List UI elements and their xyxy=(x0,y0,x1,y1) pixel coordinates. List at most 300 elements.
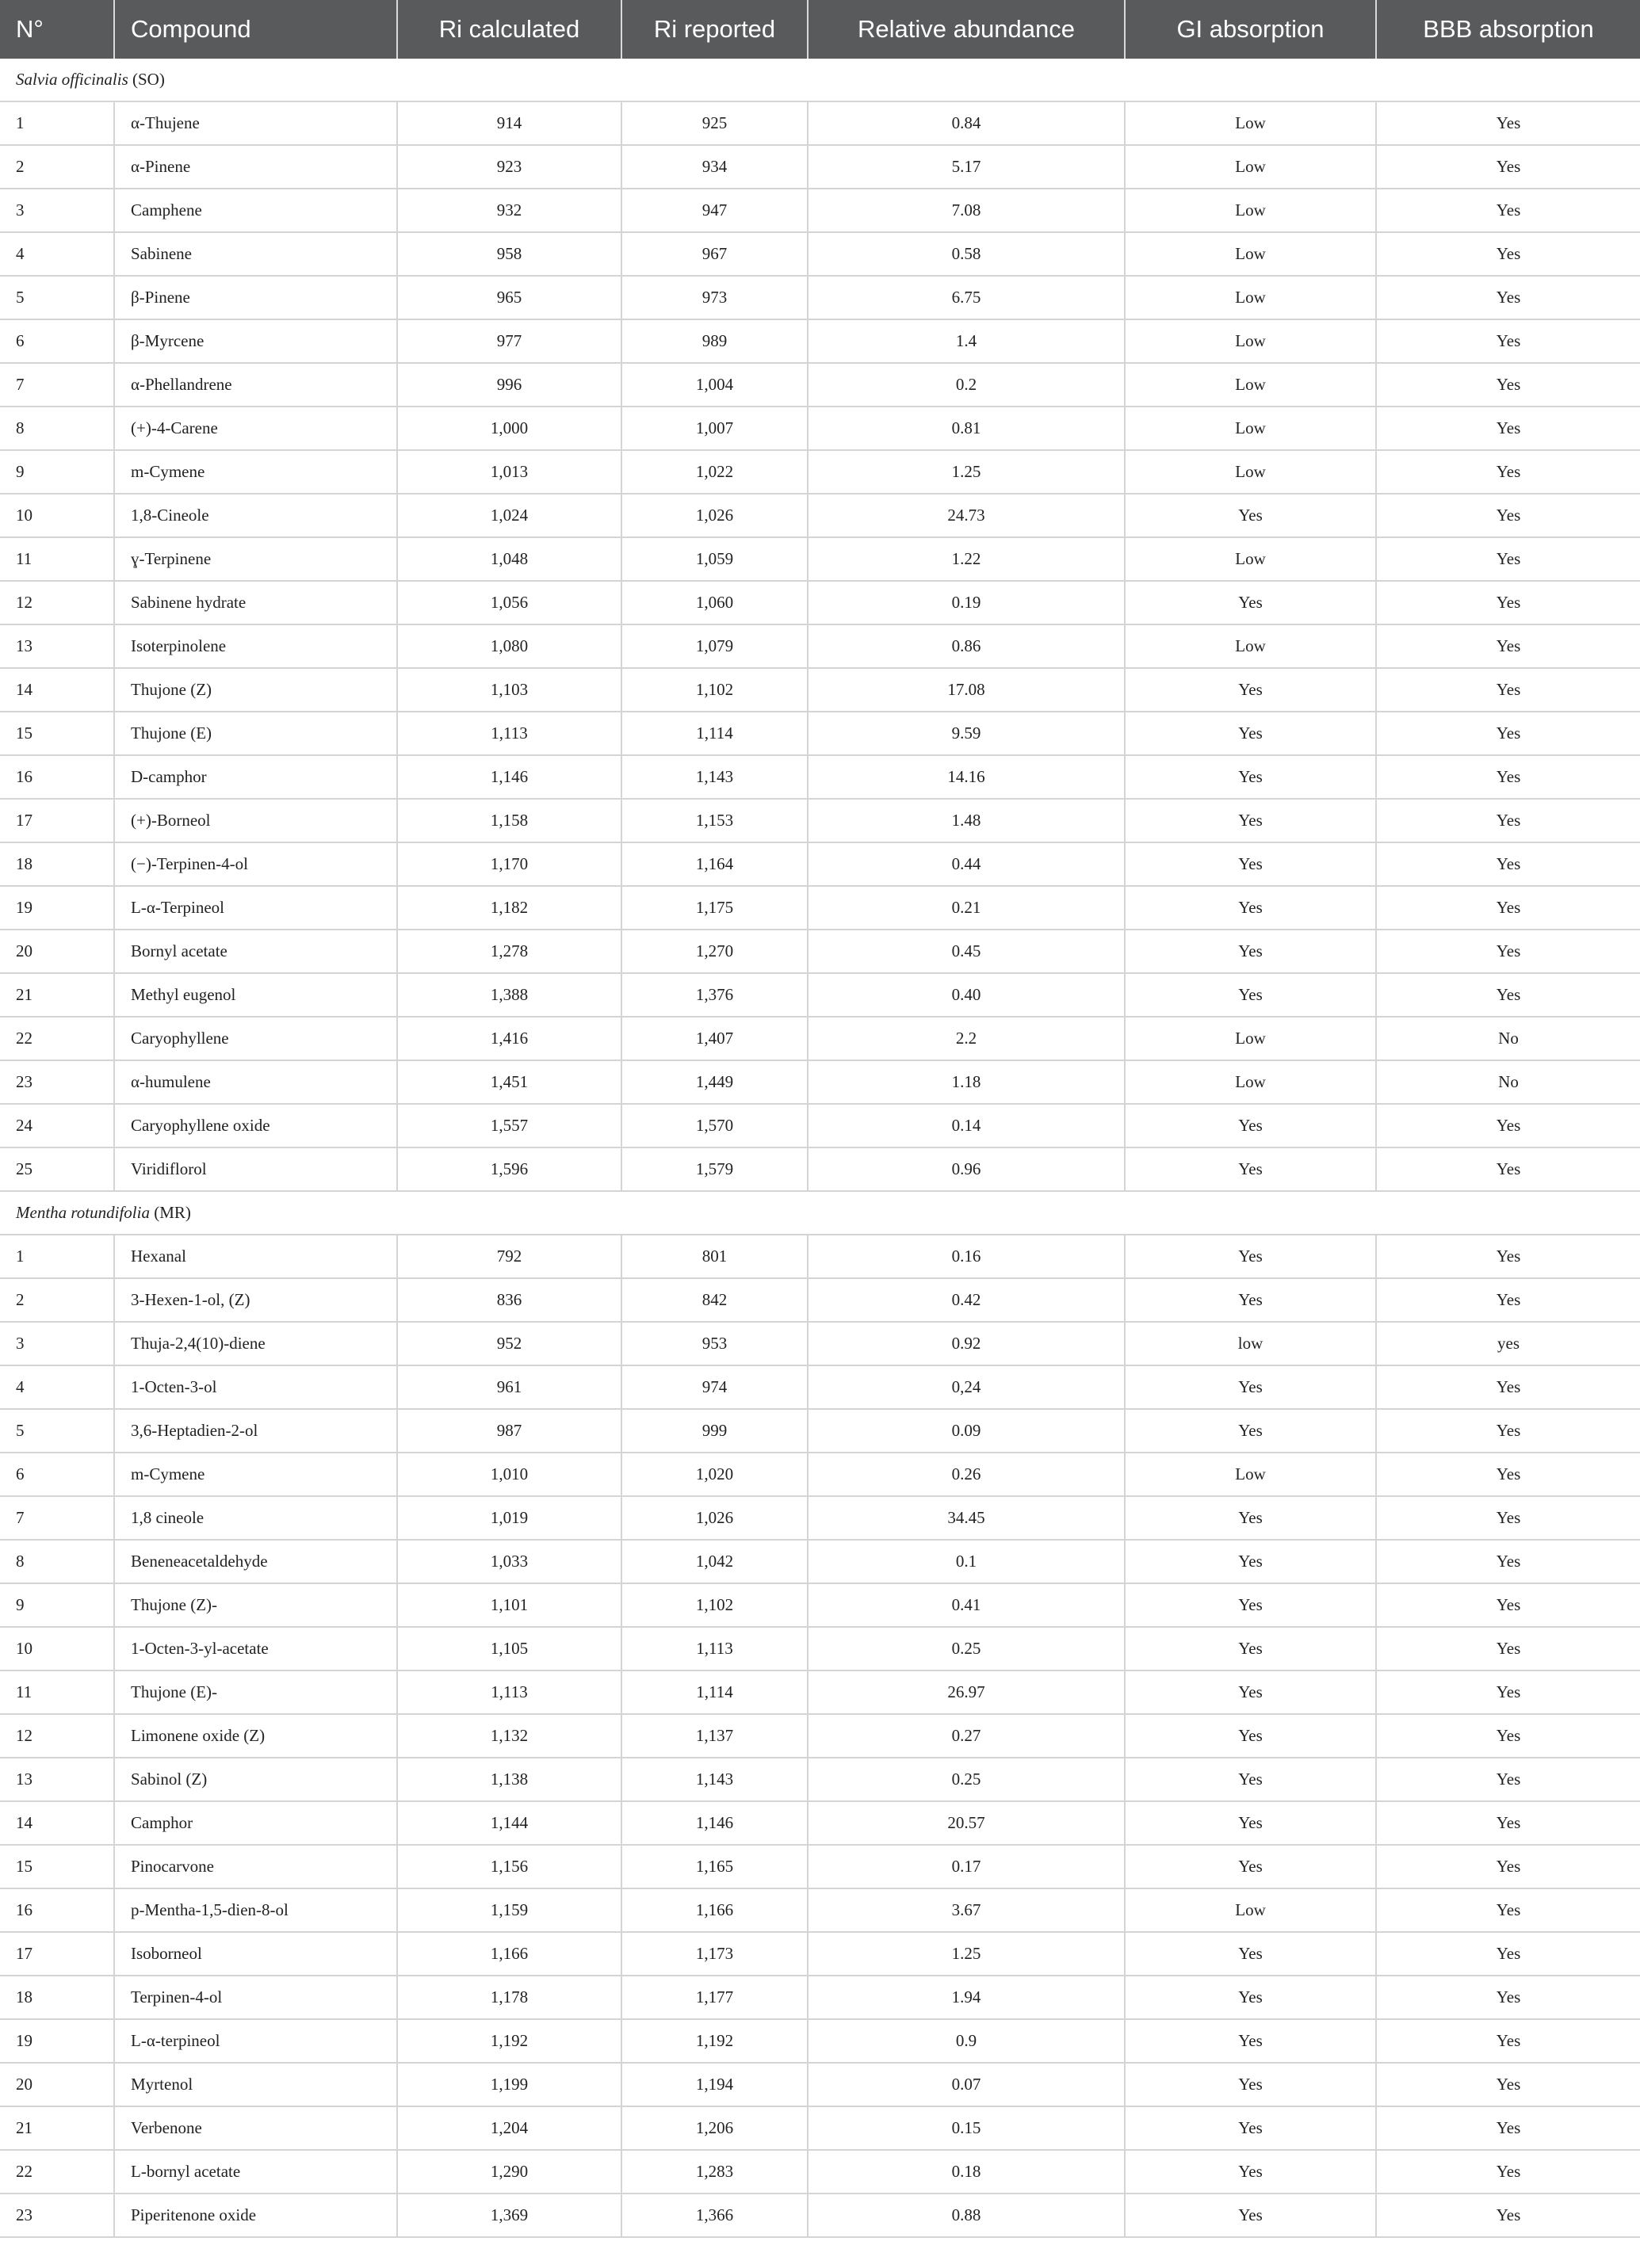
cell-relative-abundance: 0.26 xyxy=(808,1453,1125,1496)
cell-number: 14 xyxy=(0,668,114,712)
table-row xyxy=(0,973,1640,1017)
cell-relative-abundance: 5.17 xyxy=(808,145,1125,189)
cell-relative-abundance: 0.09 xyxy=(808,1409,1125,1453)
cell-gi-absorption: Low xyxy=(1125,537,1376,581)
cell-ri-calculated: 1,013 xyxy=(397,450,621,494)
cell-gi-absorption: Yes xyxy=(1125,1540,1376,1583)
cell-number: 18 xyxy=(0,842,114,886)
cell-ri-calculated: 1,290 xyxy=(397,2150,621,2194)
cell-ri-calculated: 1,024 xyxy=(397,494,621,537)
cell-bbb-absorption: Yes xyxy=(1376,494,1640,537)
cell-ri-reported: 1,164 xyxy=(621,842,808,886)
cell-ri-calculated: 958 xyxy=(397,232,621,276)
cell-ri-calculated: 792 xyxy=(397,1235,621,1278)
cell-compound: Sabinol (Z) xyxy=(114,1758,397,1801)
cell-ri-reported: 1,449 xyxy=(621,1060,808,1104)
cell-number: 6 xyxy=(0,319,114,363)
cell-bbb-absorption: Yes xyxy=(1376,1453,1640,1496)
cell-ri-calculated: 1,101 xyxy=(397,1583,621,1627)
cell-number: 18 xyxy=(0,1976,114,2019)
cell-bbb-absorption: Yes xyxy=(1376,450,1640,494)
table-row xyxy=(0,1409,1640,1453)
cell-number: 13 xyxy=(0,624,114,668)
cell-bbb-absorption: Yes xyxy=(1376,2194,1640,2237)
cell-relative-abundance: 0.96 xyxy=(808,1147,1125,1191)
table-row xyxy=(0,319,1640,363)
cell-relative-abundance: 0.58 xyxy=(808,232,1125,276)
cell-gi-absorption: Low xyxy=(1125,101,1376,145)
cell-relative-abundance: 0.1 xyxy=(808,1540,1125,1583)
cell-number: 9 xyxy=(0,450,114,494)
cell-bbb-absorption: Yes xyxy=(1376,1888,1640,1932)
cell-bbb-absorption: Yes xyxy=(1376,1409,1640,1453)
cell-gi-absorption: Yes xyxy=(1125,2150,1376,2194)
cell-gi-absorption: Yes xyxy=(1125,712,1376,755)
cell-bbb-absorption: Yes xyxy=(1376,1801,1640,1845)
cell-number: 10 xyxy=(0,1627,114,1670)
cell-relative-abundance: 0.86 xyxy=(808,624,1125,668)
cell-ri-reported: 1,366 xyxy=(621,2194,808,2237)
cell-ri-reported: 1,175 xyxy=(621,886,808,930)
cell-relative-abundance: 7.08 xyxy=(808,189,1125,232)
table-row xyxy=(0,145,1640,189)
table-row xyxy=(0,1801,1640,1845)
cell-gi-absorption: Yes xyxy=(1125,494,1376,537)
cell-relative-abundance: 3.67 xyxy=(808,1888,1125,1932)
cell-number: 1 xyxy=(0,1235,114,1278)
cell-number: 2 xyxy=(0,145,114,189)
cell-ri-reported: 1,194 xyxy=(621,2063,808,2106)
cell-ri-reported: 974 xyxy=(621,1365,808,1409)
header-ri-calculated: Ri calculated xyxy=(397,0,621,59)
cell-bbb-absorption: Yes xyxy=(1376,537,1640,581)
cell-number: 5 xyxy=(0,1409,114,1453)
cell-number: 24 xyxy=(0,1104,114,1147)
cell-ri-reported: 967 xyxy=(621,232,808,276)
cell-relative-abundance: 0.17 xyxy=(808,1845,1125,1888)
cell-number: 22 xyxy=(0,2150,114,2194)
cell-number: 23 xyxy=(0,1060,114,1104)
cell-relative-abundance: 1.25 xyxy=(808,450,1125,494)
table-row xyxy=(0,1235,1640,1278)
section-header-row xyxy=(0,59,1640,101)
cell-ri-calculated: 1,132 xyxy=(397,1714,621,1758)
cell-compound: 1-Octen-3-yl-acetate xyxy=(114,1627,397,1670)
cell-ri-reported: 1,114 xyxy=(621,712,808,755)
cell-bbb-absorption: Yes xyxy=(1376,624,1640,668)
cell-ri-reported: 1,165 xyxy=(621,1845,808,1888)
cell-number: 15 xyxy=(0,712,114,755)
cell-bbb-absorption: Yes xyxy=(1376,1365,1640,1409)
cell-ri-calculated: 1,278 xyxy=(397,930,621,973)
cell-number: 19 xyxy=(0,2019,114,2063)
cell-gi-absorption: Low xyxy=(1125,1060,1376,1104)
cell-ri-reported: 1,026 xyxy=(621,1496,808,1540)
cell-ri-reported: 1,270 xyxy=(621,930,808,973)
cell-gi-absorption: Yes xyxy=(1125,755,1376,799)
cell-number: 11 xyxy=(0,1670,114,1714)
cell-compound: 1,8 cineole xyxy=(114,1496,397,1540)
cell-compound: Myrtenol xyxy=(114,2063,397,2106)
table-header xyxy=(0,0,1640,59)
cell-ri-calculated: 1,388 xyxy=(397,973,621,1017)
cell-ri-calculated: 1,369 xyxy=(397,2194,621,2237)
cell-number: 13 xyxy=(0,1758,114,1801)
cell-relative-abundance: 0.15 xyxy=(808,2106,1125,2150)
cell-compound: (+)-Borneol xyxy=(114,799,397,842)
table-row xyxy=(0,494,1640,537)
cell-compound: L-α-terpineol xyxy=(114,2019,397,2063)
cell-ri-reported: 947 xyxy=(621,189,808,232)
cell-gi-absorption: Low xyxy=(1125,276,1376,319)
cell-bbb-absorption: Yes xyxy=(1376,2150,1640,2194)
cell-ri-calculated: 1,204 xyxy=(397,2106,621,2150)
table-row xyxy=(0,1104,1640,1147)
cell-ri-reported: 999 xyxy=(621,1409,808,1453)
cell-bbb-absorption: Yes xyxy=(1376,1147,1640,1191)
table-row xyxy=(0,1583,1640,1627)
table-row xyxy=(0,1453,1640,1496)
cell-ri-reported: 1,059 xyxy=(621,537,808,581)
cell-gi-absorption: Low xyxy=(1125,407,1376,450)
cell-gi-absorption: Yes xyxy=(1125,1235,1376,1278)
header-compound: Compound xyxy=(114,0,397,59)
cell-relative-abundance: 0.88 xyxy=(808,2194,1125,2237)
cell-number: 22 xyxy=(0,1017,114,1060)
cell-gi-absorption: Low xyxy=(1125,1453,1376,1496)
cell-relative-abundance: 0.9 xyxy=(808,2019,1125,2063)
table-row xyxy=(0,1845,1640,1888)
cell-relative-abundance: 0.14 xyxy=(808,1104,1125,1147)
cell-ri-calculated: 1,156 xyxy=(397,1845,621,1888)
cell-bbb-absorption: Yes xyxy=(1376,755,1640,799)
cell-number: 4 xyxy=(0,232,114,276)
cell-bbb-absorption: Yes xyxy=(1376,1235,1640,1278)
cell-ri-calculated: 1,182 xyxy=(397,886,621,930)
cell-bbb-absorption: Yes xyxy=(1376,363,1640,407)
cell-compound: Hexanal xyxy=(114,1235,397,1278)
cell-compound: α-Phellandrene xyxy=(114,363,397,407)
cell-ri-reported: 1,113 xyxy=(621,1627,808,1670)
cell-ri-calculated: 1,416 xyxy=(397,1017,621,1060)
cell-ri-calculated: 1,113 xyxy=(397,1670,621,1714)
cell-ri-reported: 1,166 xyxy=(621,1888,808,1932)
cell-gi-absorption: Low xyxy=(1125,1888,1376,1932)
cell-gi-absorption: Yes xyxy=(1125,1801,1376,1845)
cell-relative-abundance: 24.73 xyxy=(808,494,1125,537)
cell-compound: Pinocarvone xyxy=(114,1845,397,1888)
cell-number: 21 xyxy=(0,2106,114,2150)
cell-bbb-absorption: Yes xyxy=(1376,145,1640,189)
cell-bbb-absorption: Yes xyxy=(1376,1104,1640,1147)
table-row xyxy=(0,363,1640,407)
cell-ri-calculated: 1,000 xyxy=(397,407,621,450)
cell-ri-calculated: 996 xyxy=(397,363,621,407)
table-row xyxy=(0,1758,1640,1801)
table-row xyxy=(0,581,1640,624)
cell-ri-reported: 1,079 xyxy=(621,624,808,668)
cell-relative-abundance: 0.42 xyxy=(808,1278,1125,1322)
section-abbreviation: (MR) xyxy=(149,1203,191,1222)
cell-ri-reported: 1,376 xyxy=(621,973,808,1017)
section-species-name: Mentha rotundifolia xyxy=(16,1203,150,1222)
header-row xyxy=(0,0,1640,59)
cell-relative-abundance: 0.2 xyxy=(808,363,1125,407)
table-row xyxy=(0,276,1640,319)
cell-gi-absorption: Yes xyxy=(1125,1104,1376,1147)
header-ri-reported: Ri reported xyxy=(621,0,808,59)
cell-gi-absorption: Low xyxy=(1125,189,1376,232)
cell-ri-reported: 1,007 xyxy=(621,407,808,450)
cell-ri-calculated: 1,178 xyxy=(397,1976,621,2019)
cell-relative-abundance: 1.48 xyxy=(808,799,1125,842)
cell-relative-abundance: 20.57 xyxy=(808,1801,1125,1845)
cell-gi-absorption: Yes xyxy=(1125,1365,1376,1409)
cell-number: 15 xyxy=(0,1845,114,1888)
cell-compound: 3,6-Heptadien-2-ol xyxy=(114,1409,397,1453)
cell-compound: 1,8-Cineole xyxy=(114,494,397,537)
cell-relative-abundance: 0.19 xyxy=(808,581,1125,624)
cell-bbb-absorption: Yes xyxy=(1376,1627,1640,1670)
cell-gi-absorption: Yes xyxy=(1125,2194,1376,2237)
cell-ri-reported: 934 xyxy=(621,145,808,189)
cell-relative-abundance: 0.27 xyxy=(808,1714,1125,1758)
cell-gi-absorption: Yes xyxy=(1125,1278,1376,1322)
table-row xyxy=(0,101,1640,145)
cell-compound: Sabinene hydrate xyxy=(114,581,397,624)
cell-gi-absorption: Yes xyxy=(1125,1976,1376,2019)
cell-compound: Thuja-2,4(10)-diene xyxy=(114,1322,397,1365)
cell-ri-reported: 925 xyxy=(621,101,808,145)
cell-bbb-absorption: Yes xyxy=(1376,886,1640,930)
cell-relative-abundance: 0.84 xyxy=(808,101,1125,145)
cell-number: 16 xyxy=(0,755,114,799)
cell-bbb-absorption: Yes xyxy=(1376,1714,1640,1758)
cell-compound: m-Cymene xyxy=(114,450,397,494)
table-row xyxy=(0,668,1640,712)
cell-ri-calculated: 1,019 xyxy=(397,1496,621,1540)
cell-bbb-absorption: Yes xyxy=(1376,668,1640,712)
cell-bbb-absorption: Yes xyxy=(1376,276,1640,319)
cell-relative-abundance: 0.25 xyxy=(808,1758,1125,1801)
cell-bbb-absorption: Yes xyxy=(1376,407,1640,450)
cell-ri-reported: 1,102 xyxy=(621,1583,808,1627)
section-abbreviation: (SO) xyxy=(128,70,165,89)
cell-gi-absorption: Yes xyxy=(1125,1670,1376,1714)
section-title xyxy=(0,59,1640,101)
cell-relative-abundance: 0.21 xyxy=(808,886,1125,930)
cell-ri-calculated: 961 xyxy=(397,1365,621,1409)
cell-bbb-absorption: Yes xyxy=(1376,1583,1640,1627)
cell-relative-abundance: 0.07 xyxy=(808,2063,1125,2106)
cell-compound: Caryophyllene xyxy=(114,1017,397,1060)
cell-gi-absorption: Yes xyxy=(1125,2106,1376,2150)
header-relative-abundance: Relative abundance xyxy=(808,0,1125,59)
cell-ri-reported: 989 xyxy=(621,319,808,363)
table-row xyxy=(0,1278,1640,1322)
cell-ri-reported: 1,020 xyxy=(621,1453,808,1496)
table-row xyxy=(0,1365,1640,1409)
cell-ri-calculated: 1,451 xyxy=(397,1060,621,1104)
cell-compound: α-humulene xyxy=(114,1060,397,1104)
cell-relative-abundance: 0,24 xyxy=(808,1365,1125,1409)
cell-ri-calculated: 1,170 xyxy=(397,842,621,886)
table-row xyxy=(0,1976,1640,2019)
cell-number: 14 xyxy=(0,1801,114,1845)
cell-bbb-absorption: Yes xyxy=(1376,973,1640,1017)
cell-compound: Isoterpinolene xyxy=(114,624,397,668)
cell-ri-reported: 1,173 xyxy=(621,1932,808,1976)
cell-ri-reported: 1,283 xyxy=(621,2150,808,2194)
cell-relative-abundance: 0.92 xyxy=(808,1322,1125,1365)
table-row xyxy=(0,799,1640,842)
table-row xyxy=(0,1932,1640,1976)
cell-ri-reported: 1,026 xyxy=(621,494,808,537)
cell-number: 12 xyxy=(0,581,114,624)
cell-gi-absorption: Yes xyxy=(1125,1714,1376,1758)
cell-ri-reported: 1,102 xyxy=(621,668,808,712)
cell-compound: Caryophyllene oxide xyxy=(114,1104,397,1147)
cell-relative-abundance: 1.94 xyxy=(808,1976,1125,2019)
cell-ri-reported: 953 xyxy=(621,1322,808,1365)
cell-relative-abundance: 34.45 xyxy=(808,1496,1125,1540)
cell-gi-absorption: Yes xyxy=(1125,1758,1376,1801)
cell-bbb-absorption: Yes xyxy=(1376,2019,1640,2063)
cell-ri-calculated: 1,105 xyxy=(397,1627,621,1670)
cell-ri-reported: 1,579 xyxy=(621,1147,808,1191)
cell-relative-abundance: 6.75 xyxy=(808,276,1125,319)
cell-bbb-absorption: Yes xyxy=(1376,2106,1640,2150)
table-row xyxy=(0,2150,1640,2194)
cell-ri-calculated: 1,166 xyxy=(397,1932,621,1976)
cell-compound: ɣ-Terpinene xyxy=(114,537,397,581)
cell-compound: β-Pinene xyxy=(114,276,397,319)
header-gi-absorption: GI absorption xyxy=(1125,0,1376,59)
cell-compound: β-Myrcene xyxy=(114,319,397,363)
cell-gi-absorption: Yes xyxy=(1125,668,1376,712)
cell-gi-absorption: Low xyxy=(1125,1017,1376,1060)
table-row xyxy=(0,2019,1640,2063)
cell-ri-calculated: 1,113 xyxy=(397,712,621,755)
cell-gi-absorption: Yes xyxy=(1125,1845,1376,1888)
cell-number: 20 xyxy=(0,930,114,973)
cell-compound: Thujone (Z) xyxy=(114,668,397,712)
cell-ri-reported: 1,177 xyxy=(621,1976,808,2019)
table-row xyxy=(0,537,1640,581)
cell-number: 3 xyxy=(0,1322,114,1365)
cell-ri-calculated: 836 xyxy=(397,1278,621,1322)
cell-relative-abundance: 0.44 xyxy=(808,842,1125,886)
cell-compound: (+)-4-Carene xyxy=(114,407,397,450)
cell-bbb-absorption: Yes xyxy=(1376,799,1640,842)
cell-compound: (−)-Terpinen-4-ol xyxy=(114,842,397,886)
cell-bbb-absorption: Yes xyxy=(1376,1278,1640,1322)
cell-ri-calculated: 1,192 xyxy=(397,2019,621,2063)
cell-number: 23 xyxy=(0,2194,114,2237)
cell-ri-calculated: 914 xyxy=(397,101,621,145)
cell-ri-reported: 1,192 xyxy=(621,2019,808,2063)
cell-number: 20 xyxy=(0,2063,114,2106)
table-row xyxy=(0,450,1640,494)
cell-relative-abundance: 0.18 xyxy=(808,2150,1125,2194)
cell-gi-absorption: Low xyxy=(1125,450,1376,494)
cell-bbb-absorption: Yes xyxy=(1376,189,1640,232)
cell-gi-absorption: Yes xyxy=(1125,1496,1376,1540)
cell-bbb-absorption: Yes xyxy=(1376,1496,1640,1540)
cell-ri-calculated: 932 xyxy=(397,189,621,232)
cell-gi-absorption: Yes xyxy=(1125,799,1376,842)
cell-gi-absorption: Yes xyxy=(1125,1583,1376,1627)
cell-number: 19 xyxy=(0,886,114,930)
table-row xyxy=(0,1496,1640,1540)
cell-ri-reported: 1,114 xyxy=(621,1670,808,1714)
cell-ri-reported: 1,022 xyxy=(621,450,808,494)
cell-bbb-absorption: Yes xyxy=(1376,1932,1640,1976)
cell-bbb-absorption: Yes xyxy=(1376,1540,1640,1583)
cell-number: 8 xyxy=(0,1540,114,1583)
cell-ri-calculated: 1,557 xyxy=(397,1104,621,1147)
cell-relative-abundance: 1.18 xyxy=(808,1060,1125,1104)
table-body xyxy=(0,59,1640,2237)
table-row xyxy=(0,624,1640,668)
cell-gi-absorption: Yes xyxy=(1125,2063,1376,2106)
table-row xyxy=(0,189,1640,232)
cell-bbb-absorption: Yes xyxy=(1376,842,1640,886)
cell-ri-reported: 973 xyxy=(621,276,808,319)
cell-ri-reported: 1,153 xyxy=(621,799,808,842)
cell-compound: Verbenone xyxy=(114,2106,397,2150)
cell-gi-absorption: Low xyxy=(1125,232,1376,276)
cell-number: 4 xyxy=(0,1365,114,1409)
cell-relative-abundance: 1.25 xyxy=(808,1932,1125,1976)
cell-relative-abundance: 0.41 xyxy=(808,1583,1125,1627)
section-species-name: Salvia officinalis xyxy=(16,70,128,89)
cell-compound: Limonene oxide (Z) xyxy=(114,1714,397,1758)
table-row xyxy=(0,755,1640,799)
cell-number: 7 xyxy=(0,363,114,407)
cell-number: 17 xyxy=(0,799,114,842)
cell-bbb-absorption: Yes xyxy=(1376,1670,1640,1714)
section-title xyxy=(0,1191,1640,1235)
cell-number: 6 xyxy=(0,1453,114,1496)
cell-number: 8 xyxy=(0,407,114,450)
cell-bbb-absorption: Yes xyxy=(1376,581,1640,624)
cell-compound: Sabinene xyxy=(114,232,397,276)
cell-number: 2 xyxy=(0,1278,114,1322)
cell-ri-calculated: 987 xyxy=(397,1409,621,1453)
cell-compound: Camphene xyxy=(114,189,397,232)
cell-compound: Isoborneol xyxy=(114,1932,397,1976)
cell-ri-calculated: 923 xyxy=(397,145,621,189)
cell-gi-absorption: Yes xyxy=(1125,930,1376,973)
header-bbb-absorption: BBB absorption xyxy=(1376,0,1640,59)
cell-compound: Thujone (E)- xyxy=(114,1670,397,1714)
cell-number: 5 xyxy=(0,276,114,319)
cell-ri-reported: 1,004 xyxy=(621,363,808,407)
cell-bbb-absorption: Yes xyxy=(1376,1976,1640,2019)
cell-compound: Thujone (Z)- xyxy=(114,1583,397,1627)
cell-compound: Methyl eugenol xyxy=(114,973,397,1017)
cell-ri-calculated: 1,056 xyxy=(397,581,621,624)
cell-relative-abundance: 0.16 xyxy=(808,1235,1125,1278)
cell-gi-absorption: Low xyxy=(1125,624,1376,668)
cell-bbb-absorption: Yes xyxy=(1376,1845,1640,1888)
cell-ri-calculated: 1,103 xyxy=(397,668,621,712)
cell-ri-reported: 1,042 xyxy=(621,1540,808,1583)
cell-gi-absorption: Low xyxy=(1125,145,1376,189)
cell-compound: p-Mentha-1,5-dien-8-ol xyxy=(114,1888,397,1932)
cell-bbb-absorption: Yes xyxy=(1376,1758,1640,1801)
